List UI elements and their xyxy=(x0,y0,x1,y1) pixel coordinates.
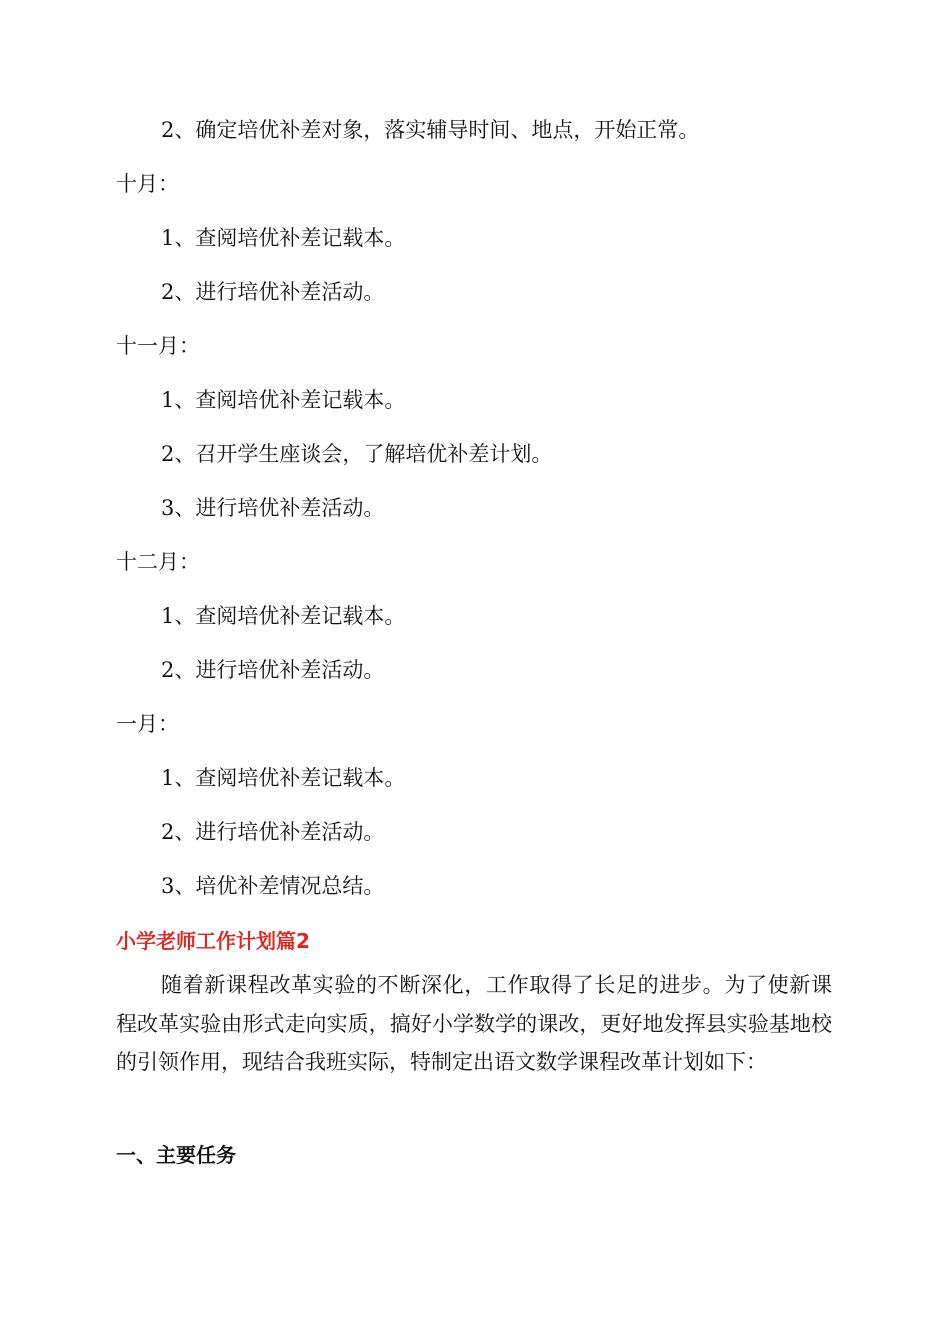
body-paragraph: 随着新课程改革实验的不断深化，工作取得了长足的进步。为了使新课程改革实验由形式走向实质，搞好小学数学的课改，更好地发挥县实验基地校的引领作用，现结合我班实际，特制定出语文数学课程改革计划如下： xyxy=(116,973,832,1074)
month-heading-december: 十二月： xyxy=(116,550,200,574)
list-item: 1、查阅培优补差记载本。 xyxy=(161,388,406,412)
list-item: 1、查阅培优补差记载本。 xyxy=(161,766,406,790)
section-subheading: 一、主要任务 xyxy=(116,1143,236,1167)
list-item: 2、进行培优补差活动。 xyxy=(161,658,385,682)
list-item: 1、查阅培优补差记载本。 xyxy=(161,226,406,250)
month-heading-october: 十月： xyxy=(116,172,179,196)
list-item: 2、进行培优补差活动。 xyxy=(161,820,385,844)
list-item: 2、确定培优补差对象，落实辅导时间、地点，开始正常。 xyxy=(161,118,700,142)
list-item: 2、进行培优补差活动。 xyxy=(161,280,385,304)
list-item: 1、查阅培优补差记载本。 xyxy=(161,604,406,628)
section-title: 小学老师工作计划篇2 xyxy=(116,929,310,953)
list-item: 2、召开学生座谈会，了解培优补差计划。 xyxy=(161,442,553,466)
month-heading-january: 一月： xyxy=(116,712,179,736)
list-item: 3、进行培优补差活动。 xyxy=(161,496,385,520)
month-heading-november: 十一月： xyxy=(116,334,200,358)
list-item: 3、培优补差情况总结。 xyxy=(161,874,385,898)
